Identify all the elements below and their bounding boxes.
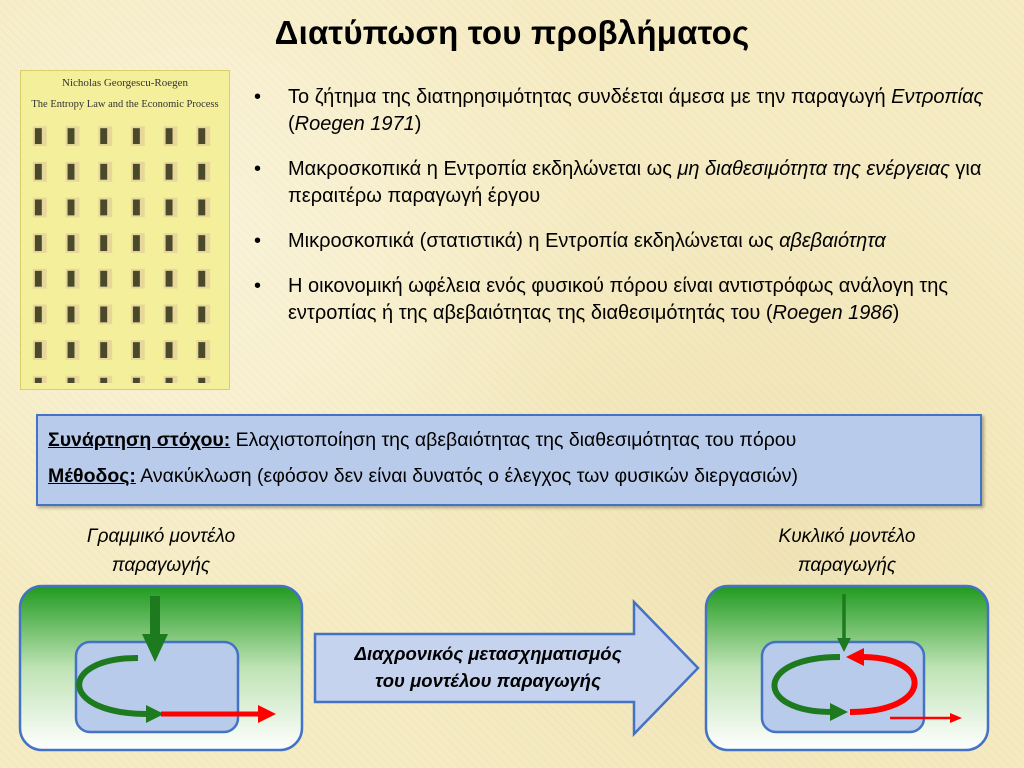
window-shadow	[68, 235, 75, 251]
method-text: Ανακύκλωση (εφόσον δεν είναι δυνατός ο έλεγχος των φυσικών διεργασιών)	[135, 465, 798, 487]
book-author: Nicholas Georgescu-Roegen	[62, 77, 188, 89]
window-shadow	[198, 271, 205, 287]
circular-model-label	[726, 522, 968, 580]
window-shadow	[166, 128, 173, 144]
bullet-list	[252, 84, 997, 345]
window-shadow	[100, 235, 107, 251]
window-shadow	[133, 128, 140, 144]
window-shadow	[68, 306, 75, 322]
book-cover-image	[20, 70, 230, 390]
book-window-pattern	[21, 121, 229, 383]
text-run: Μικροσκοπικά (στατιστικά) η Εντροπία εκδηλώνεται ως	[288, 230, 780, 252]
window-shadow	[198, 128, 205, 144]
italic-text: Εντροπίας	[891, 86, 984, 108]
italic-text: μη διαθεσιμότητα της ενέργειας	[677, 158, 950, 180]
window-shadow	[133, 164, 140, 180]
transition-arrow-line2: του μοντέλου παραγωγής	[375, 670, 601, 691]
window-shadow	[35, 235, 42, 251]
window-shadow	[35, 200, 42, 216]
bullet-item	[252, 156, 997, 210]
slide-title: Διατύπωση του προβλήματος	[274, 14, 750, 51]
objective-line	[48, 428, 970, 452]
window-shadow	[198, 200, 205, 216]
bullet-item	[252, 228, 997, 255]
bullet-item	[252, 84, 997, 138]
window-shadow	[198, 306, 205, 322]
window-shadow	[100, 306, 107, 322]
window-shadow	[35, 378, 42, 383]
window-shadow	[166, 271, 173, 287]
window-shadow	[133, 306, 140, 322]
objective-text: Ελαχιστοποίηση της αβεβαιότητας της διαθεσιμότητας του πόρου	[230, 429, 797, 451]
italic-text: Roegen 1971	[294, 113, 415, 135]
window-shadow	[100, 378, 107, 383]
transition-arrow-line1: Διαχρονικός μετασχηματισμός	[354, 643, 622, 664]
text-run: (	[288, 113, 295, 135]
window-shadow	[133, 342, 140, 358]
window-shadow	[68, 271, 75, 287]
window-shadow	[166, 342, 173, 358]
window-shadow	[166, 306, 173, 322]
window-shadow	[198, 378, 205, 383]
window-shadow	[68, 200, 75, 216]
window-shadow	[133, 271, 140, 287]
method-label: Μέθοδος:	[48, 465, 136, 487]
window-shadow	[100, 271, 107, 287]
book-title: The Entropy Law and the Economic Process	[31, 99, 219, 110]
linear-model-diagram	[18, 584, 306, 754]
text-run: για περαιτέρω παραγωγή έργου	[288, 158, 982, 207]
linear-model-label-line2: παραγωγής	[111, 555, 211, 576]
objective-label: Συνάρτηση στόχου:	[48, 429, 231, 451]
window-shadow	[198, 164, 205, 180]
window-shadow	[100, 128, 107, 144]
window-shadow	[198, 235, 205, 251]
window-shadow	[35, 271, 42, 287]
window-shadow	[166, 200, 173, 216]
window-shadow	[198, 342, 205, 358]
window-shadow	[100, 200, 107, 216]
window-shadow	[35, 342, 42, 358]
window-shadow	[133, 235, 140, 251]
window-shadow	[133, 200, 140, 216]
linear-model-label-line1: Γραμμικό μοντέλο	[86, 526, 236, 547]
bullet-item	[252, 273, 997, 327]
text-run: )	[414, 113, 422, 135]
window-shadow	[35, 128, 42, 144]
window-shadow	[68, 164, 75, 180]
circular-model-label-line2: παραγωγής	[797, 555, 897, 576]
window-shadow	[100, 342, 107, 358]
window-shadow	[35, 306, 42, 322]
window-shadow	[100, 164, 107, 180]
window-shadow	[68, 342, 75, 358]
text-run: Το ζήτημα της διατηρησιμότητας συνδέεται άμεσα με την παραγωγή	[288, 86, 892, 108]
window-shadow	[133, 378, 140, 383]
text-run: Μακροσκοπικά η Εντροπία εκδηλώνεται ως	[288, 158, 678, 180]
window-shadow	[166, 235, 173, 251]
transition-arrow-text	[318, 640, 658, 694]
italic-text: Roegen 1986	[772, 302, 893, 324]
window-shadow	[166, 378, 173, 383]
circular-model-diagram	[704, 584, 992, 754]
window-shadow	[35, 164, 42, 180]
window-shadow	[68, 128, 75, 144]
linear-model-label	[40, 522, 282, 580]
text-run: Η οικονομική ωφέλεια ενός φυσικού πόρου είναι αντιστρόφως ανάλογη της εντροπίας ή της αβεβαιότητας της διαθεσιμότητάς του (	[288, 275, 949, 324]
objective-box	[36, 414, 982, 506]
window-shadow	[68, 378, 75, 383]
italic-text: αβεβαιότητα	[779, 230, 886, 252]
method-line	[48, 464, 970, 488]
text-run: )	[892, 302, 900, 324]
circular-model-label-line1: Κυκλικό μοντέλο	[778, 526, 916, 547]
window-shadow	[166, 164, 173, 180]
